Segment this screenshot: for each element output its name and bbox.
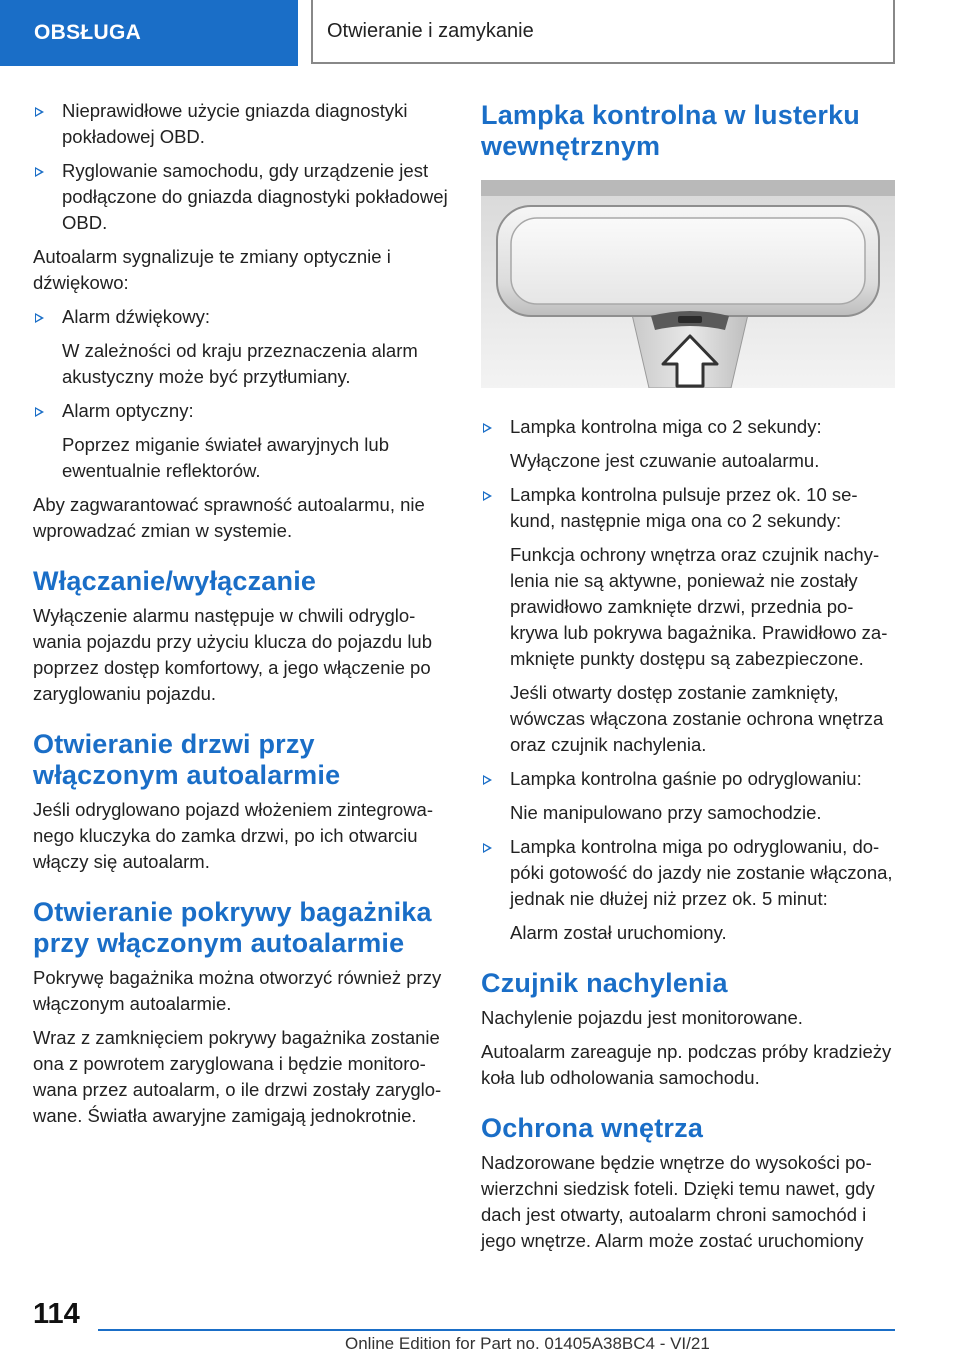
paragraph: Autoalarm zareaguje np. podczas próby kradzieży koła lub odholowania samochodu. bbox=[481, 1041, 892, 1088]
list-item: Lampka kontrolna pulsuje przez ok. 10 sekund, następnie miga ona co 2 sekundy: bbox=[481, 482, 895, 534]
section-heading: Otwieranie drzwi przy włączonym autoalarmie bbox=[33, 729, 341, 790]
triangle-bullet-icon bbox=[483, 491, 492, 501]
paragraph: Aby zagwarantować sprawność autoalarmu, nie wprowadzać zmian w systemie. bbox=[33, 494, 425, 541]
list-item-detail: Nie manipulowano przy samochodzie. bbox=[510, 802, 822, 823]
paragraph: Wraz z zamknięciem pokrywy bagażnika zostanie ona z powrotem zaryglowana i będzie monitorowana przez autoalarm, o ile drzwi zostały zaryglowane. Światła awaryjne zamigają jednokrotnie. bbox=[33, 1027, 442, 1126]
triangle-bullet-icon bbox=[483, 423, 492, 433]
paragraph: Wyłączenie alarmu następuje w chwili odryglowania pojazdu przy użyciu klucza do pojazdu lub poprzez dostęp komfortowy, a jego włączenie po zaryglowaniu pojazdu. bbox=[33, 605, 433, 704]
list-item-detail: Alarm został uruchomiony. bbox=[510, 922, 727, 943]
list-item: Nieprawidłowe użycie gniazda diagnostyki pokładowej OBD. bbox=[33, 98, 449, 150]
page-header bbox=[0, 0, 960, 66]
paragraph: Autoalarm sygnalizuje te zmiany optycznie i dźwiękowo: bbox=[33, 246, 391, 293]
list-item-detail: Funkcja ochrony wnętrza oraz czujnik nachylenia nie są aktywne, ponieważ nie zostały prawidłowo zamknięte drzwi, przednia pokrywa lub pokrywa bagażnika. Prawidłowo zamknięte punkty dostępu są zabezpieczone. bbox=[510, 544, 888, 669]
section-heading: Włączanie/wyłączanie bbox=[33, 566, 317, 596]
triangle-bullet-icon bbox=[35, 313, 44, 323]
edition-note: Online Edition for Part no. 01405A38BC4 - VI/21 bbox=[345, 1334, 710, 1353]
list-item-detail: Wyłączone jest czuwanie autoalarmu. bbox=[510, 450, 820, 471]
page-number: 114 bbox=[33, 1298, 80, 1330]
triangle-bullet-icon bbox=[483, 843, 492, 853]
footer-divider bbox=[98, 1329, 895, 1331]
paragraph: Nachylenie pojazdu jest monitorowane. bbox=[481, 1007, 803, 1028]
section-heading: Lampka kontrolna w lusterku wewnętrznym bbox=[481, 100, 860, 161]
paragraph: Nadzorowane będzie wnętrze do wysokości powierzchni siedzisk foteli. Dzięki temu nawet, gdy dach jest otwarty, autoalarm chroni samochód i jego wnętrze. Alarm może zostać uruchomiony bbox=[481, 1152, 875, 1251]
section-heading: Ochrona wnętrza bbox=[481, 1113, 704, 1143]
triangle-bullet-icon bbox=[35, 407, 44, 417]
list-item-detail: Jeśli otwarty dostęp zostanie zamknięty, wówczas włączona zostanie ochrona wnętrza oraz czujnik nachylenia. bbox=[510, 682, 884, 755]
triangle-bullet-icon bbox=[35, 107, 44, 117]
paragraph: Pokrywę bagażnika można otworzyć również przy włączonym autoalarmie. bbox=[33, 967, 442, 1014]
section-tab: OBSŁUGA bbox=[0, 0, 298, 66]
right-column bbox=[481, 100, 895, 1262]
paragraph: Jeśli odryglowano pojazd włożeniem zintegrowanego kluczyka do zamka drzwi, po ich otwarciu włączy się autoalarm. bbox=[33, 799, 434, 872]
list-item: Lampka kontrolna gaśnie po odryglowaniu: bbox=[481, 766, 895, 792]
section-heading: Otwieranie pokrywy bagażnika przy włączonym autoalarmie bbox=[33, 897, 432, 958]
list-item: Lampka kontrolna miga co 2 sekundy: bbox=[481, 414, 895, 440]
list-item: Lampka kontrolna miga po odryglowaniu, dopóki gotowość do jazdy nie zostanie włączona, jednak nie dłużej niż przez ok. 5 minut: bbox=[481, 834, 895, 912]
rearview-mirror-indicator-figure bbox=[481, 180, 895, 388]
list-item: Alarm dźwiękowy: bbox=[33, 304, 449, 330]
left-column bbox=[33, 98, 449, 1137]
triangle-bullet-icon bbox=[35, 167, 44, 177]
list-item: Ryglowanie samochodu, gdy urządzenie jest podłączone do gniazda diagnostyki pokładowej OBD. bbox=[33, 158, 449, 236]
chapter-title: Otwieranie i zamykanie bbox=[311, 0, 895, 64]
section-heading: Czujnik nachylenia bbox=[481, 968, 728, 998]
list-item-detail: Poprzez miganie świateł awaryjnych lub ewentualnie reflektorów. bbox=[62, 434, 389, 481]
list-item: Alarm optyczny: bbox=[33, 398, 449, 424]
triangle-bullet-icon bbox=[483, 775, 492, 785]
list-item-detail: W zależności od kraju przeznaczenia alarm akustyczny może być przytłumiany. bbox=[62, 340, 418, 387]
